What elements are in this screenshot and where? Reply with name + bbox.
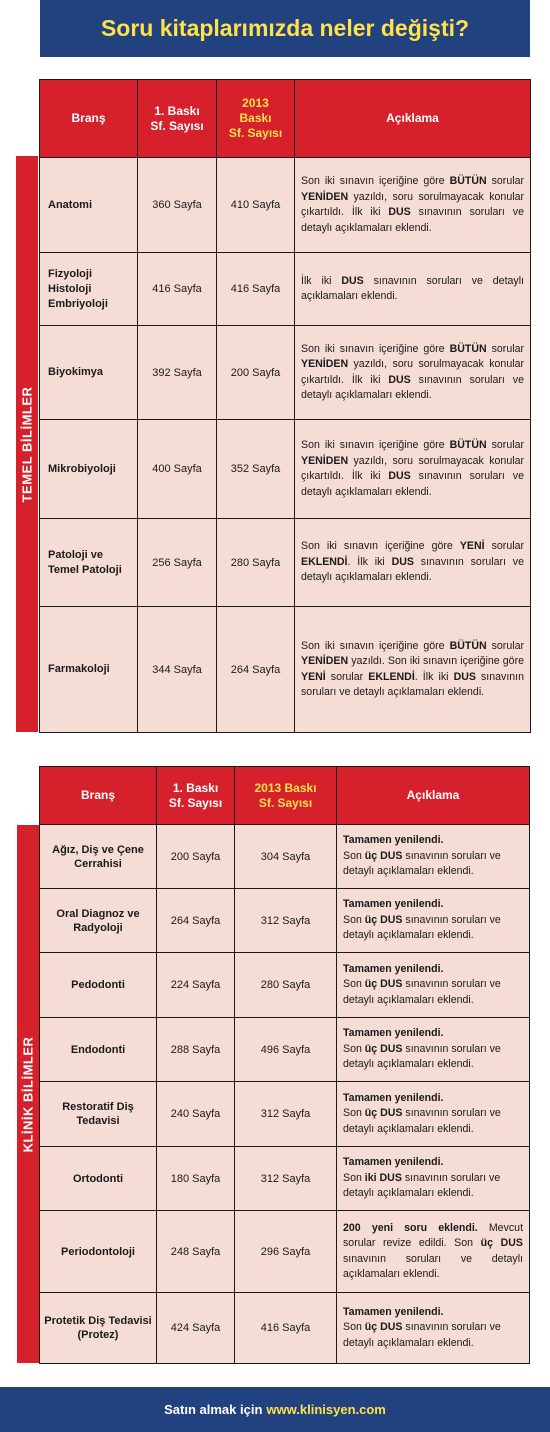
description-cell: Son iki sınavın içeriğine göre BÜTÜN sorular YENİDEN yazıldı, soru sorulmayacak konular çıkartıldı. İlk iki DUS sınavının soruları ve detaylı açıklamaları eklendi. bbox=[295, 420, 531, 519]
header-aciklama: Açıklama bbox=[295, 80, 531, 158]
header-baski1: 1. Baskı Sf. Sayısı bbox=[138, 80, 217, 158]
table-header-row bbox=[40, 767, 530, 825]
temel-bilimler-table bbox=[39, 79, 531, 733]
brans-cell: Ağız, Diş ve Çene Cerrahisi bbox=[40, 825, 157, 889]
brans-cell: Anatomi bbox=[40, 158, 138, 253]
brans-cell: Restoratif Diş Tedavisi bbox=[40, 1082, 157, 1147]
page-count-1-cell: 224 Sayfa bbox=[157, 953, 235, 1018]
table-row bbox=[40, 326, 531, 420]
table-header-row bbox=[40, 80, 531, 158]
page-count-1-cell: 248 Sayfa bbox=[157, 1211, 235, 1293]
page-count-2013-cell: 496 Sayfa bbox=[235, 1018, 337, 1082]
brans-cell: Biyokimya bbox=[40, 326, 138, 420]
brans-cell: Pedodonti bbox=[40, 953, 157, 1018]
side-label-temel-bilimler bbox=[16, 156, 38, 732]
description-cell: Tamamen yenilendi. Son üç DUS sınavının soruları ve detaylı açıklamaları eklendi. bbox=[337, 1082, 530, 1147]
table-row bbox=[40, 158, 531, 253]
brans-cell: Endodonti bbox=[40, 1018, 157, 1082]
page-count-1-cell: 416 Sayfa bbox=[138, 253, 217, 326]
brans-cell: Oral Diagnoz ve Radyoloji bbox=[40, 889, 157, 953]
description-cell: Tamamen yenilendi. Son üç DUS sınavının soruları ve detaylı açıklamaları eklendi. bbox=[337, 889, 530, 953]
description-cell: 200 yeni soru eklendi. Mevcut sorular revize edildi. Son üç DUS sınavının soruları ve detaylı açıklamaları eklendi. bbox=[337, 1211, 530, 1293]
header-baski1: 1. Baskı Sf. Sayısı bbox=[157, 767, 235, 825]
page-count-2013-cell: 304 Sayfa bbox=[235, 825, 337, 889]
header-brans: Branş bbox=[40, 767, 157, 825]
table-row bbox=[40, 1293, 530, 1364]
page-count-1-cell: 392 Sayfa bbox=[138, 326, 217, 420]
brans-cell: Patoloji ve Temel Patoloji bbox=[40, 519, 138, 607]
table-row bbox=[40, 519, 531, 607]
page-count-2013-cell: 352 Sayfa bbox=[217, 420, 295, 519]
description-cell: Tamamen yenilendi. Son üç DUS sınavının soruları ve detaylı açıklamaları eklendi. bbox=[337, 1293, 530, 1364]
page-count-1-cell: 240 Sayfa bbox=[157, 1082, 235, 1147]
klinik-bilimler-table bbox=[39, 766, 530, 1364]
side-label-klinik-bilimler bbox=[17, 825, 39, 1363]
page-count-1-cell: 288 Sayfa bbox=[157, 1018, 235, 1082]
side-label-text: KLİNİK BİLİMLER bbox=[20, 1036, 36, 1152]
table-row bbox=[40, 889, 530, 953]
description-cell: Son iki sınavın içeriğine göre BÜTÜN sorular YENİDEN yazıldı, soru sorulmayacak konular çıkartıldı. İlk iki DUS sınavının soruları ve detaylı açıklamaları eklendi. bbox=[295, 158, 531, 253]
table-row bbox=[40, 825, 530, 889]
brans-cell: Protetik Diş Tedavisi (Protez) bbox=[40, 1293, 157, 1364]
page-count-2013-cell: 280 Sayfa bbox=[235, 953, 337, 1018]
description-cell: İlk iki DUS sınavının soruları ve detaylı açıklamaları eklendi. bbox=[295, 253, 531, 326]
footer-prefix: Satın almak için bbox=[164, 1402, 263, 1417]
page-title: Soru kitaplarımızda neler değişti? bbox=[40, 0, 530, 57]
description-cell: Tamamen yenilendi. Son üç DUS sınavının soruları ve detaylı açıklamaları eklendi. bbox=[337, 1018, 530, 1082]
page-count-2013-cell: 312 Sayfa bbox=[235, 1147, 337, 1211]
page-count-2013-cell: 200 Sayfa bbox=[217, 326, 295, 420]
header-aciklama: Açıklama bbox=[337, 767, 530, 825]
brans-cell: Fizyoloji Histoloji Embriyoloji bbox=[40, 253, 138, 326]
side-label-text: TEMEL BİLİMLER bbox=[19, 386, 35, 502]
table-row bbox=[40, 420, 531, 519]
description-cell: Son iki sınavın içeriğine göre BÜTÜN sorular YENİDEN yazıldı. Son iki sınavın içeriğine göre YENİ sorular EKLENDİ. İlk iki DUS sınavının soruları ve detaylı açıklamaları eklendi. bbox=[295, 607, 531, 733]
page-count-2013-cell: 312 Sayfa bbox=[235, 889, 337, 953]
page-count-1-cell: 264 Sayfa bbox=[157, 889, 235, 953]
table-row bbox=[40, 953, 530, 1018]
page-count-2013-cell: 410 Sayfa bbox=[217, 158, 295, 253]
page-count-1-cell: 180 Sayfa bbox=[157, 1147, 235, 1211]
page-count-2013-cell: 416 Sayfa bbox=[235, 1293, 337, 1364]
table-row bbox=[40, 607, 531, 733]
description-cell: Son iki sınavın içeriğine göre YENİ sorular EKLENDİ. İlk iki DUS sınavının soruları ve detaylı açıklamaları eklendi. bbox=[295, 519, 531, 607]
header-brans: Branş bbox=[40, 80, 138, 158]
page-count-2013-cell: 280 Sayfa bbox=[217, 519, 295, 607]
page-count-2013-cell: 312 Sayfa bbox=[235, 1082, 337, 1147]
description-cell: Tamamen yenilendi. Son üç DUS sınavının soruları ve detaylı açıklamaları eklendi. bbox=[337, 825, 530, 889]
table-row bbox=[40, 1147, 530, 1211]
description-cell: Tamamen yenilendi. Son üç DUS sınavının soruları ve detaylı açıklamaları eklendi. bbox=[337, 953, 530, 1018]
description-cell: Tamamen yenilendi. Son iki DUS sınavının soruları ve detaylı açıklamaları eklendi. bbox=[337, 1147, 530, 1211]
page-count-2013-cell: 296 Sayfa bbox=[235, 1211, 337, 1293]
page-count-2013-cell: 416 Sayfa bbox=[217, 253, 295, 326]
page-count-2013-cell: 264 Sayfa bbox=[217, 607, 295, 733]
page-count-1-cell: 256 Sayfa bbox=[138, 519, 217, 607]
brans-cell: Mikrobiyoloji bbox=[40, 420, 138, 519]
page-count-1-cell: 400 Sayfa bbox=[138, 420, 217, 519]
page-count-1-cell: 344 Sayfa bbox=[138, 607, 217, 733]
header-baski2013: 2013 Baskı Sf. Sayısı bbox=[217, 80, 295, 158]
table-row bbox=[40, 1211, 530, 1293]
page-count-1-cell: 200 Sayfa bbox=[157, 825, 235, 889]
page-count-1-cell: 424 Sayfa bbox=[157, 1293, 235, 1364]
brans-cell: Periodontoloji bbox=[40, 1211, 157, 1293]
description-cell: Son iki sınavın içeriğine göre BÜTÜN sorular YENİDEN yazıldı, soru sorulmayacak konular çıkartıldı. İlk iki DUS sınavının soruları ve detaylı açıklamaları eklendi. bbox=[295, 326, 531, 420]
table-row bbox=[40, 1018, 530, 1082]
footer-url-link[interactable]: www.klinisyen.com bbox=[266, 1402, 386, 1417]
header-baski2013: 2013 Baskı Sf. Sayısı bbox=[235, 767, 337, 825]
table-row bbox=[40, 253, 531, 326]
footer-banner bbox=[0, 1387, 550, 1432]
table-row bbox=[40, 1082, 530, 1147]
page-count-1-cell: 360 Sayfa bbox=[138, 158, 217, 253]
brans-cell: Farmakoloji bbox=[40, 607, 138, 733]
brans-cell: Ortodonti bbox=[40, 1147, 157, 1211]
